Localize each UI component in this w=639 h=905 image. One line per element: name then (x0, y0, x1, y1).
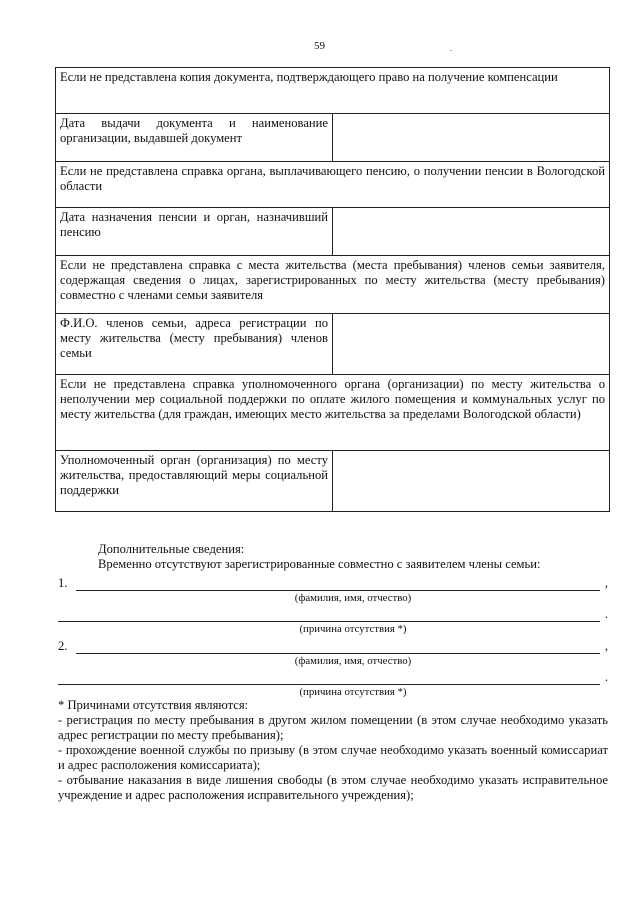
label-document-issue: Дата выдачи документа и наименование организации, выдавшей документ (56, 114, 333, 162)
member-2-period: . (604, 670, 608, 684)
label-family-members: Ф.И.О. членов семьи, адреса регистрации по месту жительства (месту пребывания) членов семьи (56, 314, 333, 375)
member-2-name-caption: (фамилия, имя, отчество) (294, 655, 412, 667)
additional-section (58, 542, 608, 803)
member-1-reason-caption: (причина отсутствия *) (299, 623, 407, 635)
row-copy-document: Если не представлена копия документа, подтверждающего право на получение компенсации (56, 68, 610, 114)
member-1-name-field[interactable] (76, 579, 600, 591)
member-1-reason-field[interactable] (58, 610, 600, 622)
member-1-number: 1. (58, 576, 68, 590)
member-2-comma: , (604, 639, 608, 653)
member-1-name-caption: (фамилия, имя, отчество) (294, 592, 412, 604)
page-number: 59 (314, 40, 325, 52)
label-authority: Уполномоченный орган (организация) по месту жительства, предоставляющий меры социальной поддержки (56, 451, 333, 512)
row-authority-certificate: Если не представлена справка уполномоченного органа (организации) по месту жительства о неполучении мер социальной поддержки по оплате жилого помещения и коммунальных услуг по месту жительства (для граждан, имеющих место жительства за пределами Вологодской области) (56, 375, 610, 451)
additional-intro: Временно отсутствуют зарегистрированные совместно с заявителем члены семьи: (98, 557, 541, 571)
footnote-item: - отбывание наказания в виде лишения свободы (в этом случае необходимо указать исправительное учреждение и адрес расположения исправительного учреждения); (58, 773, 608, 802)
footnote-title: * Причинами отсутствия являются: (58, 698, 249, 712)
label-pension-date: Дата назначения пенсии и орган, назначивший пенсию (56, 208, 333, 256)
field-pension-date[interactable] (333, 208, 610, 256)
footnote-item: - регистрация по месту пребывания в другом жилом помещении (в этом случае необходимо указать адрес регистрации по месту пребывания); (58, 713, 608, 742)
footnote-item: - прохождение военной службы по призыву (в этом случае необходимо указать военный комиссариат и адрес расположения комиссариата); (58, 743, 608, 772)
form-table (55, 67, 610, 512)
member-1-comma: , (604, 576, 608, 590)
member-1-reason-line[interactable] (58, 606, 608, 622)
footnote (58, 698, 608, 803)
field-document-issue[interactable] (333, 114, 610, 162)
member-2-reason-field[interactable] (58, 673, 600, 685)
member-2-number: 2. (58, 639, 68, 653)
field-authority[interactable] (333, 451, 610, 512)
page-mark: . (450, 44, 452, 53)
row-residence-certificate: Если не представлена справка с места жительства (места пребывания) членов семьи заявителя, содержащая сведения о лицах, зарегистрированных по месту жительства (месту пребывания) совместно с членами семьи заявителя (56, 256, 610, 314)
row-pension-certificate: Если не представлена справка органа, выплачивающего пенсию, о получении пенсии в Вологодской области (56, 162, 610, 208)
additional-heading: Дополнительные сведения: (98, 542, 245, 556)
field-family-members[interactable] (333, 314, 610, 375)
member-2-reason-line[interactable] (58, 669, 608, 685)
member-1-period: . (604, 607, 608, 621)
member-2-name-field[interactable] (76, 642, 600, 654)
member-2-reason-caption: (причина отсутствия *) (299, 686, 407, 698)
member-1-name-line[interactable] (58, 575, 608, 591)
member-2-name-line[interactable] (58, 638, 608, 654)
